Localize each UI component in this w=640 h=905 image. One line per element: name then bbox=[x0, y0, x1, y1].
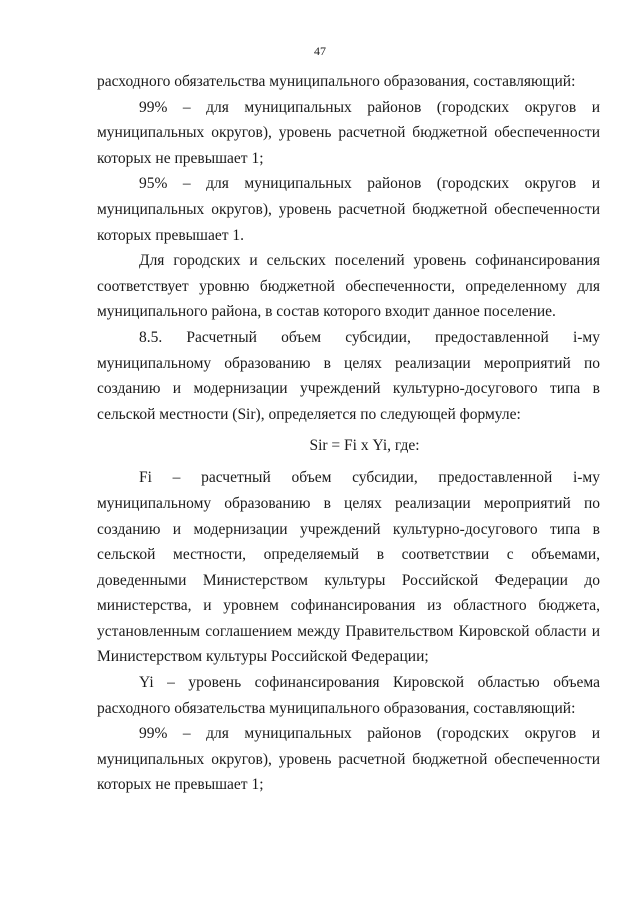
document-body bbox=[97, 69, 600, 798]
paragraph-4: Для городских и сельских поселений уровень софинансирования соответствует уровню бюджетной обеспеченности, определенному для муниципального района, в состав которого входит данное поселение. bbox=[97, 252, 600, 321]
paragraph-8: 99% – для муниципальных районов (городских округов и муниципальных округов), уровень расчетной бюджетной обеспеченности которых не превышает 1; bbox=[97, 725, 600, 794]
formula: Sir = Fi х Yi, где: bbox=[309, 437, 420, 455]
page-number: 47 bbox=[314, 44, 326, 58]
paragraph-6: Fi – расчетный объем субсидии, предоставленной i-му муниципальному образованию в целях реализации мероприятий по созданию и модернизации учреждений культурно-досугового типа в сельской местности, определяемый в соответствии с объемами, доведенными Министерством культуры Российской Федерации до министерства, и уровнем софинансирования из областного бюджета, установленным соглашением между Правительством Кировской области и Министерством культуры Российской Федерации; bbox=[97, 469, 600, 666]
paragraph-1: расходного обязательства муниципального образования, составляющий: bbox=[97, 73, 576, 90]
paragraph-2: 99% – для муниципальных районов (городских округов и муниципальных округов), уровень расчетной бюджетной обеспеченности которых не превышает 1; bbox=[97, 98, 600, 167]
paragraph-7: Yi – уровень софинансирования Кировской областью объема расходного обязательства муниципального образования, составляющий: bbox=[97, 674, 600, 717]
paragraph-5: 8.5. Расчетный объем субсидии, предоставленной i-му муниципальному образованию в целях реализации мероприятий по созданию и модернизации учреждений культурно-досугового типа в сельской местности (Sir), определяется по следующей формуле: bbox=[97, 328, 600, 423]
paragraph-3: 95% – для муниципальных районов (городских округов и муниципальных округов), уровень расчетной бюджетной обеспеченности которых превышает 1. bbox=[97, 175, 600, 244]
